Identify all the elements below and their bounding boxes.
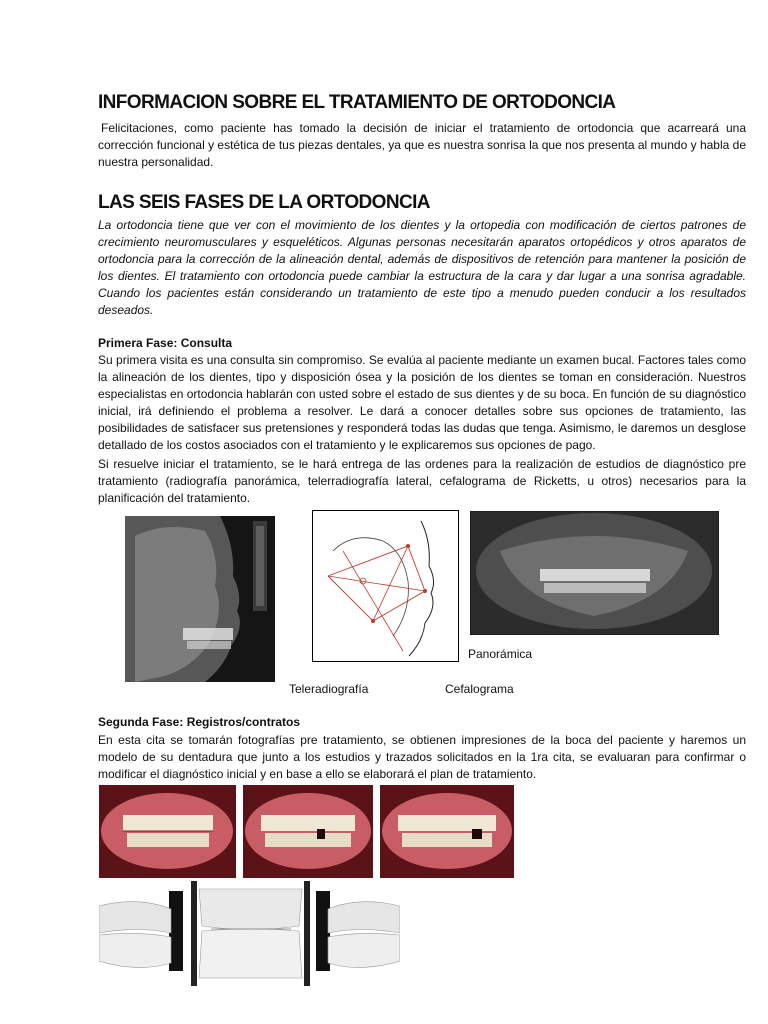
overview-paragraph: La ortodoncia tiene que ver con el movimiento de los dientes y la ortopedia con modificación de ciertos patrones de crecimiento neuromusculares y esqueléticos. Algunas personas necesitarán aparatos ortopédicos y otros aparatos de ortodoncia para la corrección de la alineación dental, además de dispositivos de retención para mantener la posición de los dientes. El tratamiento con ortodoncia puede cambiar la estructura de la cara y dar lugar a una sonrisa agradable. Cuando los pacientes están considerando un tratamiento de este tipo a menudo pueden conducir a los resultados deseados. [98,218,746,317]
caption-cefalograma: Cefalograma [445,682,514,696]
intraoral-photo-front [99,785,236,878]
model-photo-left [313,881,400,986]
intraoral-photo-left [380,785,514,878]
phase1-paragraph-2: Si resuelve iniciar el tratamiento, se le hará entrega de las ordenes para la realización de estudios de diagnóstico pre tratamiento (radiografía panorámica, telerradiografía lateral, cefalograma de Ricketts, u otros) necesarios para la planificación del tratamiento. [98,457,746,505]
phase1-paragraph: Su primera visita es una consulta sin compromiso. Se evalúa al paciente mediante un examen bucal. Factores tales como la alineación de los dientes, tipo y disposición ósea y la posición de los dientes se toman en consideración. Nuestros especialistas en ortodoncia hablarán con usted sobre el estado de sus dientes y de su boca. En función de su diagnóstico inicial, irá definiendo el problema a resolver. Le dará a conocer detalles sobre sus opciones de tratamiento, las posibilidades de satisfacer sus pretensiones y responderá todas las dudas que tenga. Asimismo, le daremos un desglose detallado de los costos asociados con el tratamiento y le explicaremos sus opciones de pago. [98,353,746,452]
caption-teleradiografia: Teleradiografía [289,682,369,696]
model-photo-front [191,881,310,986]
page-title: INFORMACION SOBRE EL TRATAMIENTO DE ORTODONCIA [98,92,616,113]
model-photo-right [99,881,186,986]
cefalograma-image [312,510,459,662]
phase2-paragraph: En esta cita se tomarán fotografías pre tratamiento, se obtienen impresiones de la boca del paciente y haremos un modelo de su dentadura que junto a los estudios y trazados solicitados en la 1ra cita, se evaluaran para confirmar o modificar el diagnóstico inicial y en base a ello se elaborará el plan de tratamiento. [98,733,746,781]
phase1-title: Primera Fase: Consulta [98,336,233,350]
intraoral-photo-right [243,785,373,878]
panoramica-image [470,511,719,635]
teleradiografia-image [125,516,275,682]
section-title: LAS SEIS FASES DE LA ORTODONCIA [98,192,430,213]
phase2-title: Segunda Fase: Registros/contratos [98,715,301,729]
caption-panoramica: Panorámica [468,647,533,661]
intro-paragraph: Felicitaciones, como paciente has tomado la decisión de iniciar el tratamiento de ortodoncia que acarreará una corrección funcional y estética de tus piezas dentales, ya que es nuestra sonrisa la que nos presenta al mundo y habla de nuestra personalidad. [98,121,746,169]
